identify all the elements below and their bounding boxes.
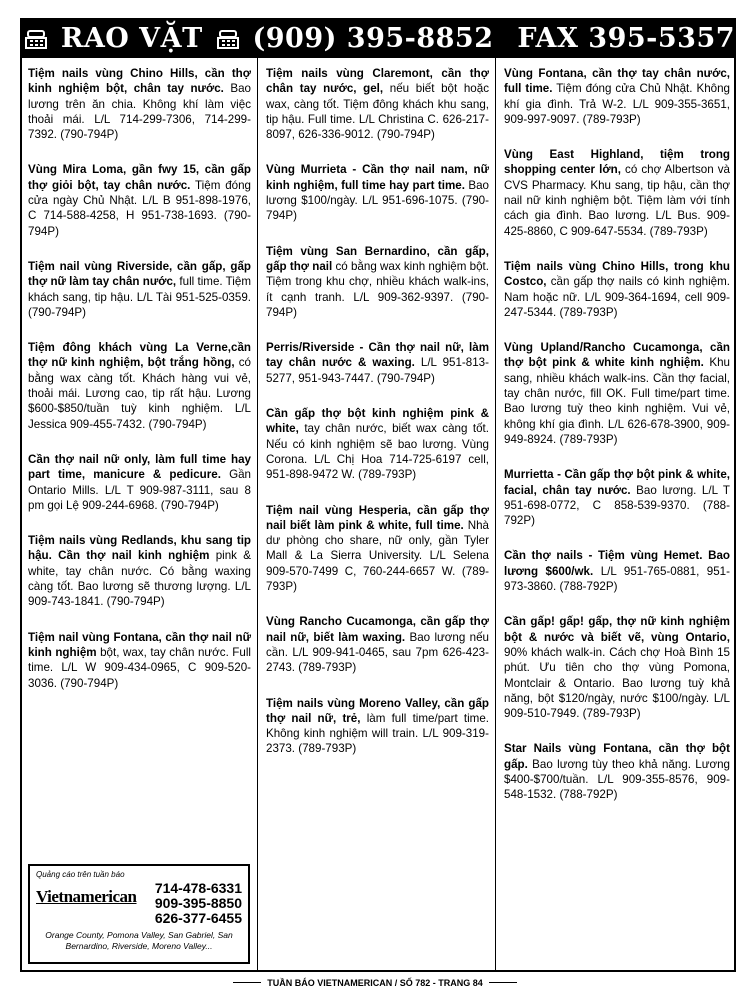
- ad-body: làm full time/part time. Không kinh nghiệm will train. L/L 909-319-2373. (789-793P): [266, 711, 489, 756]
- ad-headline: Tiệm nails vùng Chino Hills, trong khu Costco,: [504, 259, 730, 289]
- ad-headline: Tiệm nail vùng Riverside, cần gấp, gấp thợ nữ làm tay chân nước,: [28, 259, 251, 289]
- classified-ad: [504, 66, 730, 127]
- header-title: [21, 23, 735, 54]
- classified-ad: [266, 503, 489, 595]
- ad-body: L/L 951-765-0881, 951-973-3860. (788-792P): [504, 564, 730, 594]
- ad-body: Bao lương $100/ngày. L/L 951-696-1075. (790-794P): [266, 178, 489, 223]
- classified-ad: [504, 259, 730, 320]
- ad-body: full time. Tiệm khách sang, tip hậu. L/L Tài 951-525-0359. (790-794P): [28, 275, 251, 319]
- ad-body: L/L 951-813-5277, 951-943-7447. (790-794P): [266, 356, 489, 385]
- classified-ad: [28, 630, 251, 691]
- ad-body: Nhà dư phòng cho share, nữ only, gần Tyler Mall & La Sierra University. L/L Selena 909-570-7499 C, 760-244-6657 W. (789-793P): [266, 518, 489, 594]
- classified-ad: [266, 162, 489, 223]
- classified-ad: [504, 741, 730, 802]
- telephone-icon: [25, 29, 47, 49]
- promo-phones: [155, 881, 242, 926]
- classified-ad: [28, 66, 251, 142]
- classified-ad: [504, 467, 730, 528]
- classified-ad: [28, 162, 251, 238]
- vietnamerican-logo: Vietnamerican: [36, 887, 137, 906]
- classified-ad: [28, 259, 251, 320]
- ad-headline: Tiệm nails vùng Chino Hills, cần thợ kinh nghiệm bột, chân tay nước.: [28, 67, 251, 96]
- ad-body: Bao lương. L/L T 951-698-0772, C 858-539-9370. (788-792P): [504, 483, 730, 528]
- classified-ad: [266, 340, 489, 386]
- promo-note: Quảng cáo trên tuần báo: [36, 870, 125, 879]
- ad-body: 90% khách walk-in. Cách chợ Hoà Bình 15 phút. Ưu tiên cho thợ vùng Pomona, Montclair & Ontario. Bao lương tuỳ khả năng, bột $120/ngày, nước $100/ngày. L/L 909-510-7949. (789-793P): [504, 645, 730, 721]
- header-fax: FAX 395-5357: [517, 22, 736, 54]
- column-2: [258, 58, 496, 972]
- ad-headline: Cần thợ nails - Tiệm vùng Hemet. Bao lương $600/wk.: [504, 549, 730, 578]
- classified-ad: [28, 340, 251, 432]
- ad-headline: Vùng Rancho Cucamonga, cần gấp thợ nail nữ, biết làm waxing.: [266, 615, 489, 644]
- ad-headline: Cần gấp! gấp! gấp, thợ nữ kinh nghiệm bột & nước và biết vẽ, vùng Ontario,: [504, 615, 730, 644]
- classified-ad: [266, 614, 489, 675]
- ad-headline: Vùng Fontana, cần thợ tay chân nước, full time.: [504, 67, 730, 96]
- ad-headline: Vùng Upland/Rancho Cucamonga, cần thợ bột pink & white kinh nghiệm.: [504, 341, 730, 370]
- ad-body: Bao lương trên ăn chia. Không khí làm việc thoải mái. L/L 714-299-7306, 714-299-7392. (790-794P): [28, 82, 251, 142]
- classified-ad: [266, 696, 489, 757]
- ad-headline: Vùng East Highland, tiệm trong shopping center lớn,: [504, 148, 730, 177]
- ad-body: Bao lương tùy theo khả năng. Lương $400-$700/tuần. L/L 909-355-8576, 909-548-1532. (788-792P): [504, 757, 730, 802]
- section-header: [20, 18, 736, 58]
- telephone-icon: [217, 29, 239, 49]
- publisher-promo-box: [28, 864, 250, 964]
- ad-body: Tiệm đóng cửa ngày Chủ Nhật. L/L B 951-898-1976, C 714-588-4258, H 951-738-1693. (790-794P): [28, 178, 251, 238]
- ad-body: tay chân nước, biết wax càng tốt. Nếu có kinh nghiệm sẽ bao lương. Vùng Corona. L/L Chị Hoa 714-725-6197 cell, 951-898-9472 W. (789-793P): [266, 422, 489, 482]
- ad-body: Khu sang, nhiều khách walk-ins. Cần thợ facial, tay chân nước, fill OK. Full time/part time. Bao lương tuỳ theo kinh nghiệm. Vui vẻ, không khí gia đình. L/L 626-678-3900, 909-949-8924. (789-793P): [504, 356, 730, 446]
- ad-body: nếu biết bột hoặc wax, càng tốt. Tiệm đông khách khu sang, tip hậu. Full time. L/L Christina C. 626-217-8097, 626-336-9012. (790-794P): [266, 82, 489, 142]
- column-3: [496, 58, 736, 972]
- ad-headline: Murrietta - Cần gấp thợ bột pink & white, facial, chân tay nước.: [504, 468, 730, 497]
- ad-headline: Tiệm đông khách vùng La Verne,cần thợ nữ kinh nghiệm, bột trắng hồng,: [28, 341, 251, 370]
- ad-headline: Tiệm nails vùng Moreno Valley, cần gấp thợ nail nữ, trẻ,: [266, 696, 489, 725]
- column-1: [20, 58, 258, 972]
- ad-headline: Cần thợ nail nữ only, làm full time hay part time, manicure & pedicure.: [28, 452, 251, 482]
- promo-phone: 626-377-6455: [154, 910, 242, 926]
- classified-ad: [266, 406, 489, 482]
- header-section-name: RAO VẶT: [60, 22, 203, 54]
- classified-ad: [266, 66, 489, 142]
- ad-headline: Tiệm nail vùng Fontana, cần thợ nail nữ kinh nghiệm: [28, 630, 251, 659]
- promo-phone: 714-478-6331: [154, 880, 242, 896]
- ad-headline: Tiệm nails vùng Redlands, khu sang tip hậu. Cần thợ nail kinh nghiệm: [28, 534, 251, 563]
- ad-headline: Perris/Riverside - Cần thợ nail nữ, làm tay chân nước & waxing.: [266, 341, 489, 370]
- promo-phone: 909-395-8850: [154, 895, 242, 911]
- classified-ad: [504, 548, 730, 594]
- classified-ad: [28, 533, 251, 609]
- classified-ad: [504, 147, 730, 239]
- page-footer: [0, 978, 750, 988]
- footer-text: TUẦN BÁO VIETNAMERICAN / SỐ 782 - TRANG 84: [267, 978, 483, 988]
- ad-body: cần gấp thợ nails có kinh nghiệm. Nam hoặc nữ. L/L 909-364-1694, cell 909-247-5344. (789-793P): [504, 275, 730, 319]
- footer-rule: [233, 982, 261, 984]
- ad-headline: Vùng Mira Loma, gần fwy 15, cần gấp thợ giỏi bột, tay chân nước.: [28, 163, 251, 192]
- ad-headline: Star Nails vùng Fontana, cần thợ bột gấp.: [504, 742, 730, 771]
- ad-body: có bằng wax kinh nghiệm bột. Tiệm trong khu chợ, nhiều khách walk-ins, ít cạnh tranh. L/L 909-362-9397. (790-794P): [266, 259, 489, 319]
- ad-headline: Tiệm nails vùng Claremont, cần thợ chân tay nước, gel,: [266, 67, 489, 96]
- classified-ad: [504, 614, 730, 721]
- ad-body: pink & white, tay chân nước. Có bằng waxing càng tốt. Bao lương sẽ thương lượng. L/L 909-743-1841. (790-794P): [28, 549, 251, 609]
- classified-ad: [266, 244, 489, 320]
- ad-headline: Vùng Murrieta - Cần thợ nail nam, nữ kinh nghiệm, full time hay part time.: [266, 163, 489, 192]
- ad-body: bột, wax, tay chân nước. Full time. L/L W 909-434-0965, C 909-520-3036. (790-794P): [28, 645, 251, 690]
- ad-body: Tiệm đóng cửa Chủ Nhật. Không khí gia đình. Trả W-2. L/L 909-355-3651, 909-997-9097. (789-793P): [504, 82, 730, 126]
- header-phone: (909) 395-8852: [252, 22, 494, 54]
- ad-headline: Tiệm nail vùng Hesperia, cần gấp thợ nail biết làm pink & white, full time.: [266, 503, 489, 532]
- ad-body: có chợ Albertson và CVS Pharmacy. Khu sang, tip hậu, cần thợ nail nữ kinh nghiệm bột. Tiệm làm với tính cách gia đình. Bao lương. L/L Bus. 909-425-8860, C 909-647-5534. (789-793P): [504, 163, 730, 238]
- ad-body: Gần Ontario Mills. L/L T 909-987-3111, sau 8 pm gọi Lệ 909-244-6968. (790-794P): [28, 468, 251, 512]
- promo-areas: Orange County, Pomona Valley, San Gabriel, San Bernardino, Riverside, Moreno Valley...: [45, 930, 233, 951]
- ad-body: có bằng wax càng tốt. Khách hàng vui vẻ, thoải mái. Lương cao, tip rất hậu. Lương $600-$850/tuần tuỳ kinh nghiệm. L/L Jessica 909-455-7432. (790-794P): [28, 356, 251, 431]
- footer-rule: [489, 982, 517, 984]
- classified-columns: [20, 58, 736, 972]
- classified-ad: [28, 452, 251, 513]
- classified-ad: [504, 340, 730, 447]
- ad-headline: Cần gấp thợ bột kinh nghiệm pink & white,: [266, 407, 489, 436]
- ad-headline: Tiệm vùng San Bernardino, cần gấp, gấp thợ nail: [266, 244, 489, 273]
- ad-body: Bao lương nếu cần. L/L 909-941-0465, sau 7pm 626-423-2743. (789-793P): [266, 630, 489, 675]
